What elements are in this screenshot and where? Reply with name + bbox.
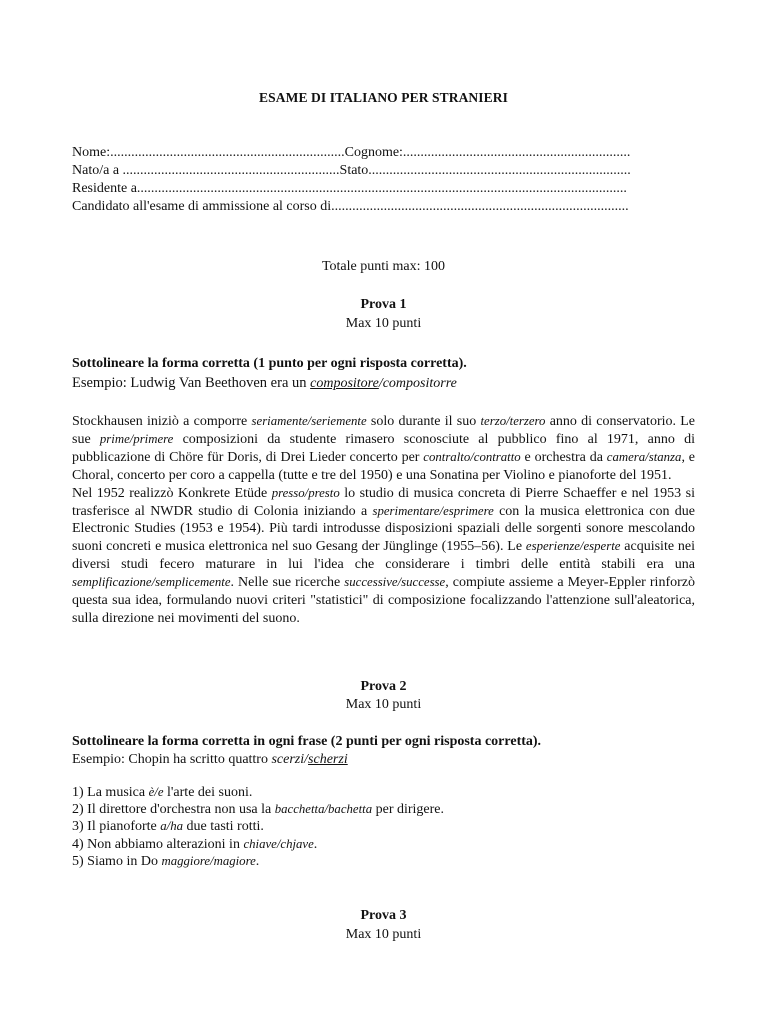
prova3-title: Prova 3 <box>360 908 407 923</box>
prova1-paragraph-2: Nel 1952 realizzò Konkrete Etüde presso/presto lo studio di musica concreta di Pierre Schaeffer e nel 1953 si trasferisce al NWDR studio di Colonia iniziando a sperimentare/esprimere con la musica elettronica con due Electronic Studies (1953 e 1954). Più tardi introdusse disposizioni spaziali delle sorgenti sonore mescolando suoni concreti e musica elettronica nel suo Gesang der Jünglinge (1955–56). Le esperienze/esperte acquisite nei diversi studi fecero maturare in lui l'idea che considerare i timbri delle entità stabili era una semplificazione/semplicemente. Nelle sue ricerche successive/successe, compiute assieme a Meyer-Eppler rinforzò questa sua idea, formulando nuovi criteri "statistici" di composizione focalizzando l'attenzione sull'aleatorica, sulla direzione nei movimenti del suono. <box>72 485 695 626</box>
option: seriamente/seriemente <box>251 414 367 428</box>
prova1-text <box>72 413 695 628</box>
list-item: 5) Siamo in Do maggiore/magiore. <box>72 853 260 869</box>
option: esperienze/esperte <box>525 539 621 554</box>
list-item: 3) Il pianoforte a/ha due tasti rotti. <box>72 819 264 835</box>
option: terzo/terzero <box>480 414 546 428</box>
field-residente: Residente a............................................................................................................................................ <box>72 181 627 196</box>
prova2-list <box>72 784 444 870</box>
option: successive/successe <box>344 575 446 590</box>
prova1-paragraph-1: Stockhausen iniziò a comporre seriamente/seriemente solo durante il suo terzo/terzero anno di conservatorio. Le sue prime/primere composizioni da studente rimasero sconosciute al pubblico fino al 1971, anno di pubblicazione di Chöre für Doris, di Drei Lieder concerto per contralto/contratto e orchestra da camera/stanza, e Choral, concerto per coro a cappella (tutte e tre del 1950) e una Sonatina per Violino e pianoforte del 1951. <box>72 414 696 483</box>
list-item: 1) La musica è/e l'arte dei suoni. <box>72 785 253 800</box>
option: sperimentare/esprimere <box>372 503 494 518</box>
totale-punti: Totale punti max: 100 <box>321 259 446 274</box>
prova1-max: Max 10 punti <box>345 316 422 331</box>
list-item: 2) Il direttore d'orchestra non usa la bacchetta/bachetta per dirigere. <box>72 802 445 818</box>
option: presso/presto <box>271 485 340 500</box>
prova1-example: Esempio: Ludwig Van Beethoven era un compositore/compositorre <box>72 375 457 391</box>
prova3-max: Max 10 punti <box>345 927 422 942</box>
prova2-max: Max 10 punti <box>345 697 422 712</box>
option: semplificazione/semplicemente <box>72 575 231 590</box>
field-nato-stato: Nato/a a ..............................................................Stato........................................................................... <box>72 163 631 178</box>
page-title: ESAME DI ITALIANO PER STRANIERI <box>259 90 508 105</box>
prova2-example: Esempio: Chopin ha scritto quattro scerzi/scherzi <box>72 752 348 767</box>
field-nome-cognome: Nome:...................................................................Cognome:................................................................. <box>72 145 631 160</box>
option: contralto/contratto <box>423 449 521 464</box>
prova1-instruction: Sottolineare la forma corretta (1 punto per ogni risposta corretta). <box>72 356 467 371</box>
option: prime/primere <box>99 431 174 446</box>
prova1-title: Prova 1 <box>360 297 407 312</box>
prova2-instruction: Sottolineare la forma corretta in ogni frase (2 punti per ogni risposta corretta). <box>72 734 542 749</box>
option: camera/stanza <box>606 449 682 464</box>
prova2-title: Prova 2 <box>360 679 407 694</box>
list-item: 4) Non abbiamo alterazioni in chiave/chjave. <box>72 836 318 852</box>
field-candidato: Candidato all'esame di ammissione al corso di..................................................................................... <box>72 199 629 214</box>
